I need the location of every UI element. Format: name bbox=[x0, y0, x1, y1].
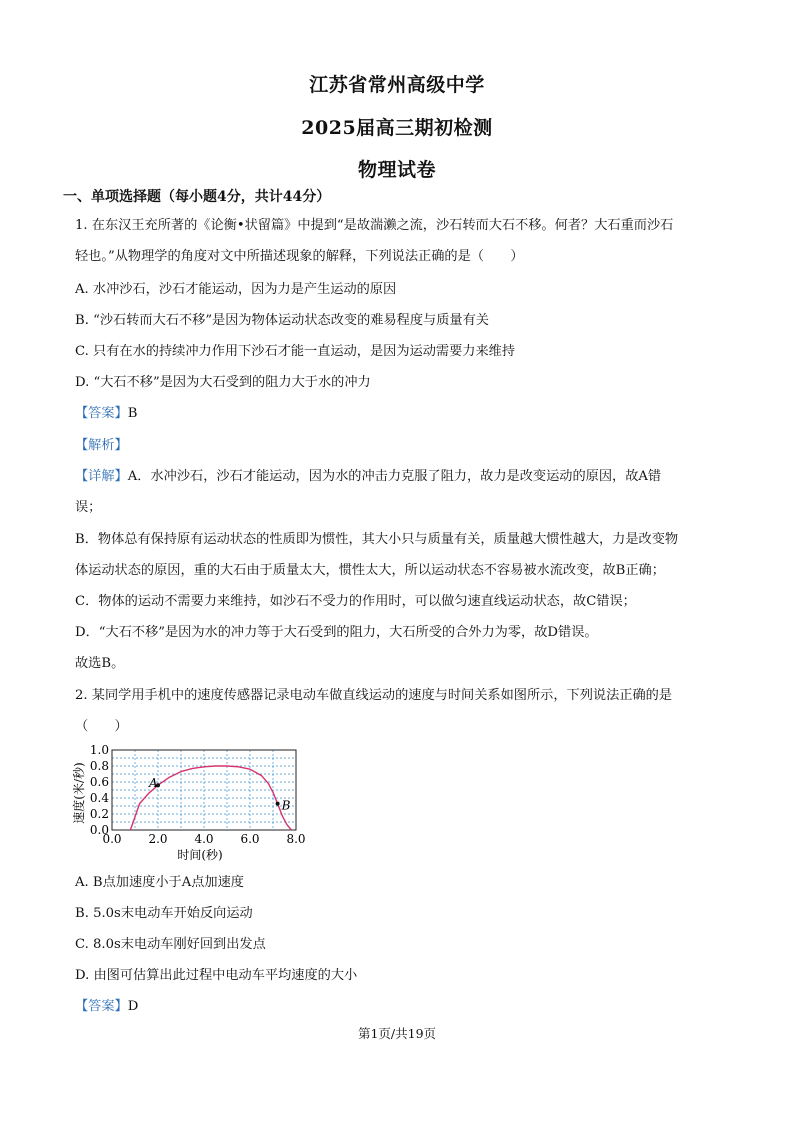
q1-stem-line2: 轻也。”从物理学的角度对文中所描述现象的解释，下列说法正确的是（ ） bbox=[75, 249, 524, 264]
q1-stem-line1: 1. 在东汉王充所著的《论衡•状留篇》中提到“是故湍濑之流，沙石转而大石不移。何者？大石重而沙石 bbox=[75, 218, 674, 233]
answer-value: B bbox=[127, 406, 138, 421]
x-tick-label: 8.0 bbox=[286, 832, 306, 846]
x-tick-label: 2.0 bbox=[148, 832, 168, 846]
q1-detail-line3: B．物体总有保持原有运动状态的性质即为惯性，其大小只与质量有关，质量越大惯性越大，力是改变物 bbox=[75, 532, 679, 547]
point-b bbox=[276, 802, 280, 806]
q1-detail-line4: 体运动状态的原因，重的大石由于质量太大，惯性太大，所以运动状态不容易被水流改变，故B正确； bbox=[75, 563, 665, 578]
chart-grid bbox=[112, 750, 296, 830]
q2-option-b: B. 5.0s末电动车开始反向运动 bbox=[75, 906, 253, 921]
q2-option-d: D. 由图可估算出此过程中电动车平均速度的大小 bbox=[75, 968, 358, 983]
q1-detail-line2: 误； bbox=[75, 500, 102, 515]
q1-conclusion: 故选B。 bbox=[75, 656, 125, 671]
section-heading: 一、单项选择题（每小题4分，共计44分） bbox=[63, 189, 331, 205]
y-tick-label: 0.4 bbox=[89, 791, 109, 805]
chart-ylabel: 速度(米/秒) bbox=[72, 762, 86, 824]
exam-title: 2025届高三期初检测 bbox=[301, 117, 493, 139]
q1-option-a: A. 水冲沙石，沙石才能运动，因为力是产生运动的原因 bbox=[75, 282, 397, 297]
chart-xlabel: 时间(秒) bbox=[177, 848, 223, 862]
q1-option-c: C. 只有在水的持续冲力作用下沙石才能一直运动，是因为运动需要力来维持 bbox=[75, 344, 516, 359]
q1-detail-line1 bbox=[75, 468, 725, 486]
y-tick-label: 0.8 bbox=[89, 759, 109, 773]
subject-title: 物理试卷 bbox=[357, 159, 436, 181]
answer-value: D bbox=[127, 999, 139, 1014]
q1-detail-line6: D．“大石不移”是因为水的冲力等于大石受到的阻力，大石所受的合外力为零，故D错误。 bbox=[75, 625, 598, 640]
point-label-b: B bbox=[281, 798, 291, 813]
q1-analysis bbox=[75, 437, 725, 455]
q1-option-b: B. “沙石转而大石不移”是因为物体运动状态改变的难易程度与质量有关 bbox=[75, 313, 489, 328]
y-tick-label: 0.2 bbox=[89, 807, 109, 821]
x-tick-label: 4.0 bbox=[194, 832, 214, 846]
q2-stem-line1: 2. 某同学用手机中的速度传感器记录电动车做直线运动的速度与时间关系如图所示，下列说法正确的是 bbox=[75, 688, 673, 703]
q2-stem-line2: （ ） bbox=[75, 719, 128, 734]
school-title: 江苏省常州高级中学 bbox=[309, 74, 485, 96]
y-tick-label: 0.6 bbox=[89, 775, 109, 789]
detail-tag: 【详解】 bbox=[75, 469, 128, 484]
point-label-a: A bbox=[149, 776, 158, 791]
answer-tag: 【答案】 bbox=[75, 406, 128, 421]
q1-option-d: D. “大石不移”是因为大石受到的阻力大于水的冲力 bbox=[75, 375, 371, 390]
q1-detail-line5: C．物体的运动不需要力来维持，如沙石不受力的作用时，可以做匀速直线运动状态，故C错误； bbox=[75, 594, 636, 609]
answer-tag: 【答案】 bbox=[75, 999, 128, 1014]
q2-option-a: A. B点加速度小于A点加速度 bbox=[75, 875, 244, 890]
analysis-tag: 【解析】 bbox=[75, 438, 128, 453]
q2-answer bbox=[75, 998, 725, 1016]
velocity-time-chart bbox=[70, 740, 310, 870]
x-tick-label: 0.0 bbox=[102, 832, 122, 846]
page-footer: 第1页/共19页 bbox=[357, 1026, 437, 1041]
detail-text: A．水冲沙石，沙石才能运动，因为水的冲击力克服了阻力，故力是改变运动的原因，故A错 bbox=[127, 469, 662, 484]
q2-option-c: C. 8.0s末电动车刚好回到出发点 bbox=[75, 937, 266, 952]
x-tick-label: 6.0 bbox=[240, 832, 260, 846]
y-tick-label: 1.0 bbox=[89, 743, 109, 757]
q1-answer bbox=[75, 405, 725, 423]
y-tick-label: 0.0 bbox=[89, 823, 109, 837]
